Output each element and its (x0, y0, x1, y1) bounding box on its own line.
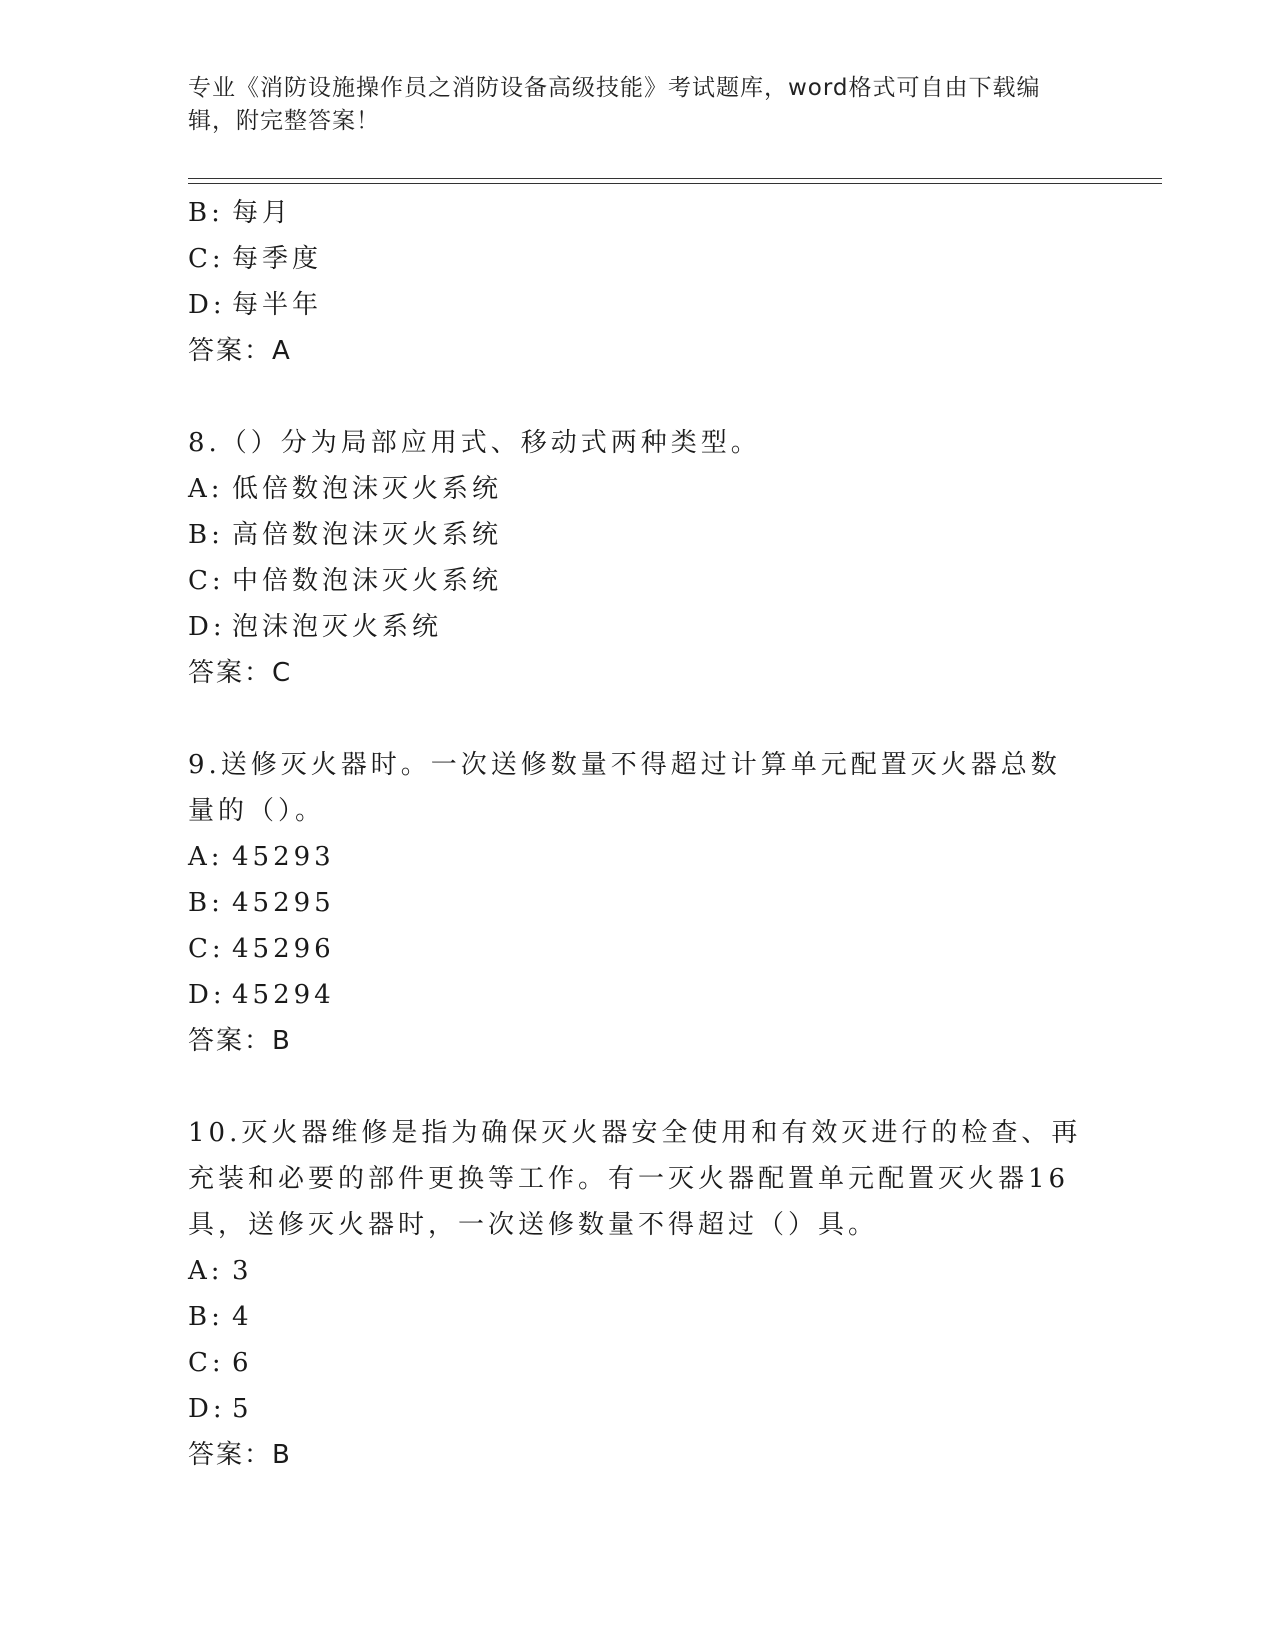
option-a (188, 834, 1088, 880)
document-header: 专业《消防设施操作员之消防设备高级技能》考试题库，word格式可自由下载编辑，附完整答案！ (188, 75, 1041, 134)
option-text: 低倍数泡沫灭火系统 (232, 474, 503, 504)
option-text: 每季度 (232, 244, 323, 274)
question-stem: 9.送修灭火器时。一次送修数量不得超过计算单元配置灭火器总数量的（）。 (188, 750, 1061, 826)
question-8 (188, 420, 1088, 696)
option-text: 45296 (232, 934, 335, 964)
option-text: 每半年 (232, 290, 323, 320)
question-10 (188, 1110, 1088, 1478)
question-7 (188, 190, 1088, 374)
question-9 (188, 742, 1088, 1064)
answer-line: 答案：A (188, 336, 292, 366)
option-letter: D: (188, 290, 226, 320)
option-letter: C: (188, 244, 225, 274)
option-b (188, 880, 1088, 926)
option-b (188, 512, 1088, 558)
option-d (188, 282, 1088, 328)
option-letter: A: (188, 474, 224, 504)
option-text: 6 (232, 1348, 253, 1378)
option-letter: C: (188, 1348, 225, 1378)
option-a (188, 466, 1088, 512)
option-letter: B: (188, 888, 224, 918)
question-stem: 10.灭火器维修是指为确保灭火器安全使用和有效灭进行的检查、再充装和必要的部件更换等工作。有一灭火器配置单元配置灭火器16具，送修灭火器时，一次送修数量不得超过（）具。 (188, 1118, 1082, 1240)
option-text: 45293 (232, 842, 335, 872)
option-text: 3 (232, 1256, 253, 1286)
option-text: 5 (232, 1394, 253, 1424)
option-a (188, 1248, 1088, 1294)
option-text: 45295 (232, 888, 335, 918)
option-c (188, 1340, 1088, 1386)
option-text: 45294 (232, 980, 335, 1010)
option-letter: C: (188, 566, 225, 596)
option-b (188, 190, 1088, 236)
option-letter: A: (188, 1256, 224, 1286)
option-text: 中倍数泡沫灭火系统 (232, 566, 503, 596)
header-rule-top (188, 178, 1162, 179)
option-text: 4 (232, 1302, 253, 1332)
option-text: 每月 (232, 198, 293, 228)
option-letter: D: (188, 1394, 226, 1424)
answer-line: 答案：B (188, 1026, 292, 1056)
answer-line: 答案：B (188, 1440, 292, 1470)
option-d (188, 972, 1088, 1018)
option-c (188, 926, 1088, 972)
option-letter: B: (188, 520, 224, 550)
option-letter: A: (188, 842, 224, 872)
option-b (188, 1294, 1088, 1340)
answer-line: 答案：C (188, 658, 293, 688)
option-letter: B: (188, 198, 224, 228)
header-rule-bottom (188, 183, 1162, 184)
question-stem: 8.（）分为局部应用式、移动式两种类型。 (188, 428, 761, 458)
option-letter: B: (188, 1302, 224, 1332)
option-letter: D: (188, 980, 226, 1010)
option-letter: D: (188, 612, 226, 642)
option-c (188, 558, 1088, 604)
option-letter: C: (188, 934, 225, 964)
question-list (188, 190, 1088, 1478)
option-text: 泡沫泡灭火系统 (232, 612, 443, 642)
option-c (188, 236, 1088, 282)
option-text: 高倍数泡沫灭火系统 (232, 520, 503, 550)
option-d (188, 1386, 1088, 1432)
option-d (188, 604, 1088, 650)
